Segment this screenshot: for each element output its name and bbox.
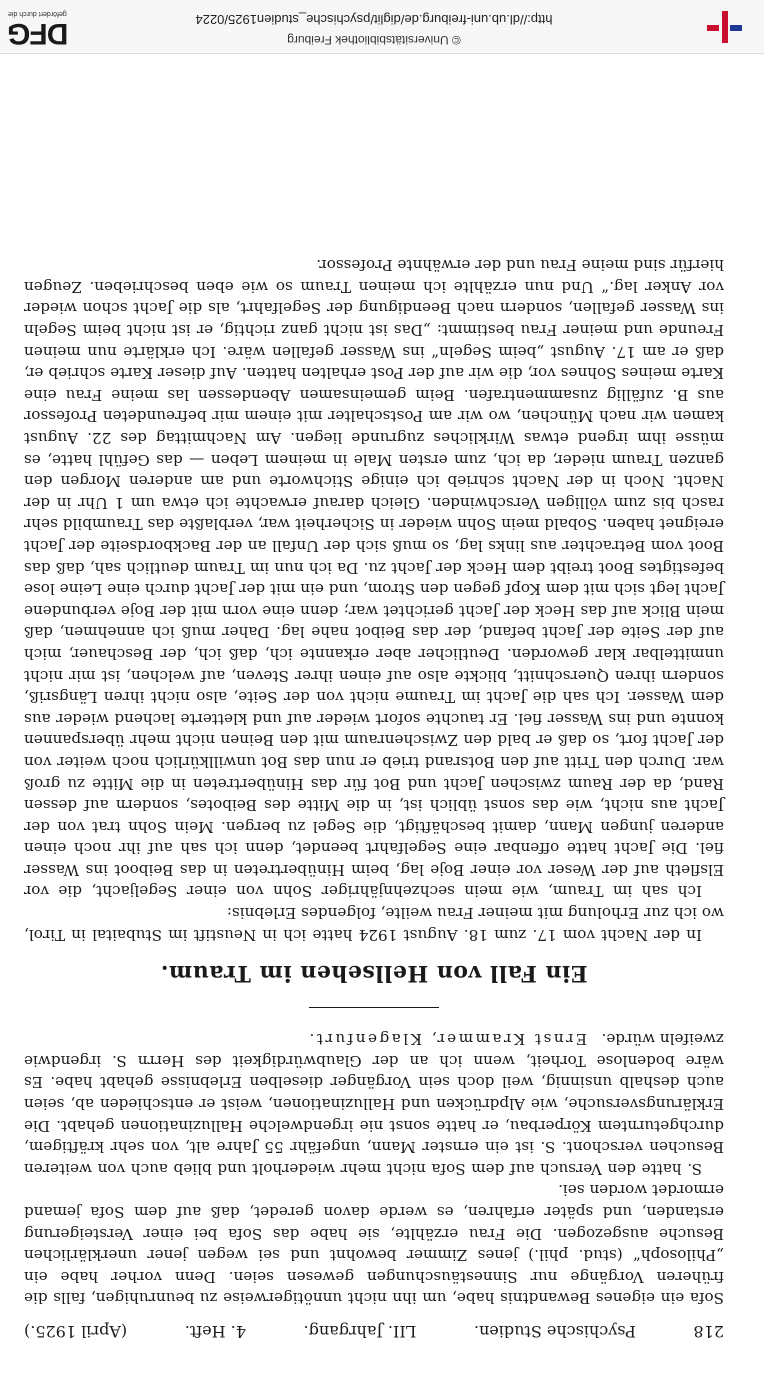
prev-article-paragraph-2-text: S. hatte den Versuch auf dem Sofa nicht mehr wiederholt und blieb auch von weiteren Besuchen verschont. S. ist ein ernster Mann, ungefähr 55 Jahre alt, von sehr kräftigem, durchgeturntem Körperbau, er hatte sonst nie irgendwelche Halluzinationen gehabt. Die Erklärungsversuche, wie Alpdrücken und Halluzinationen, weist er entschieden ab, seien auch deshalb unsinnig, weil doch sein Vorgänger dieselben Erlebnisse gehabt habe. Es wäre bodenlose Torheit, wenn ich an der Glaubwürdigkeit des Herrn S. irgendwie zweifeln würde.: [24, 1030, 724, 1178]
prev-article-paragraph-1: Sofa ein eigenes Bewandtnis habe, um ihn nicht unnötigerweise zu beunruhigen, falls die früheren Vorgänge nur Sinnestäuschungen gewesen seien. Denn vorher habe ein „Philosoph“ (stud. phil.) jenes Zimmer bewohnt und sei wegen jener unerklärlichen Besuche ausgezogen. Die Frau erzählte, sie habe das Sofa bei einer Versteigerung erstanden, und später erfahren, es werde davon geredet, daß auf dem Sofa jemand ermordet worden sei.: [24, 1181, 724, 1308]
journal-page: [24, 254, 724, 1342]
source-url-link[interactable]: http://dl.ub.uni-freiburg.de/diglit/psychische_studien1925/0224: [195, 12, 553, 27]
issue-label: 4. Heft.: [184, 1322, 246, 1341]
journal-name: Psychische Studien.: [473, 1322, 636, 1341]
dfg-logo-mark: DFG: [8, 17, 69, 50]
page-number: 218: [693, 1322, 724, 1341]
volume-label: LII. Jahrgang.: [303, 1322, 417, 1341]
dfg-tagline: gefördert durch die: [8, 10, 67, 17]
viewer-banner: [0, 0, 764, 54]
article-paragraph-2: Ich sah im Traum, wie mein sechzehnjähriger Sohn von einer Segeljacht, die vor Elsfleth auf der Weser vor einer Boje lag, beim Hinübertreten in das Beiboot ins Wasser fiel. Die Jacht hatte offenbar eine Segelfahrt beendet, denn ich sah auf ihr noch einen anderen jungen Mann, damit beschäftigt, die Segel zu bergen. Mein Sohn trat von der Jacht aus nicht, wie das sonst üblich ist, in die Mitte des Beibotes, sondern auf dessen Rand, da der Raum zwischen Jacht und Bot für das Hinübertreten in die Mitte zu groß war. Durch den Tritt auf den Botsrand trieb er nun das Bot unwillkürlich noch weiter von der Jacht fort, so daß er bald den Zwischenraum mit den Beinen nicht mehr überspannen konnte und ins Wasser fiel. Er tauchte sofort wieder auf und kletterte lachend wieder aus dem Wasser. Ich sah die Jacht im Traume nicht von der Seite, also nicht ihren Längsriß, sondern ihren Querschnitt, blickte also auf einen ihrer Steven, auf welchen, ist mir nicht unmittelbar klar geworden. Deutlicher aber erkannte ich, daß ich, der Beschauer, mich auf der Seite der Jacht befand, der das Beibot nahe lag. Daher muß ich annehmen, daß mein Blick auf das Heck der Jacht gerichtet war; denn eine vorn mit der Boje verbundene Jacht legt sich mit dem Kopf gegen den Strom, und ein mit der Jacht durch eine Leine lose befestigtes Boot treibt dem Heck der Jacht zu. Da ich nun im Traum deutlich sah, daß das Boot vom Betrachter aus links lag, so muß sich der Unfall an der Backbordseite der Jacht ereignet haben. Sobald mein Sohn wieder in Sicherheit war, verblaßte das Traumbild sehr rasch bis zum völligen Verschwinden. Gleich darauf erwachte ich etwa um 1 Uhr in der Nacht. Noch in der Nacht schrieb ich einige Stichworte und am anderen Morgen den ganzen Traum nieder, da ich, zum ersten Male in meinem Leben — das Gefühl hatte, es müsse ihm irgend etwas Wirkliches zugrunde liegen. Am Nachmittag des 22. August kamen wir nach München, wo wir am Postschalter mit einem mir befreundeten Professor aus B. zufällig zusammentrafen. Beim gemeinsamen Abendessen las meine Frau eine Karte meines Sohnes vor, die wir auf der Post erhalten hatten. Auf dieser Karte schrieb er, daß er am 17. August „beim Segeln“ ins Wasser gefallen wäre. Ich erklärte nun meinen Freunde und meiner Frau bestimmt: „Das ist nicht ganz richtig, er ist nicht beim Segeln ins Wasser gefallen, sondern nach Beendigung der Segelfahrt, als die Jacht schon wieder vor Anker lag.“ Und nun erzählte ich meinen Traum so wie eben beschrieben. Zeugen hierfür sind meine Frau und der erwähnte Professor.: [24, 256, 724, 901]
article-paragraph-1: In der Nacht vom 17. zum 18. August 1924 hatte ich in Neustift im Stubaital in Tirol, wo ich zur Erholung mit meiner Frau weilte, folgendes Erlebnis:: [24, 904, 724, 944]
issue-date: (April 1925.): [24, 1322, 128, 1341]
article-title: Ein Fall von Hellsehen im Traum.: [160, 959, 588, 986]
section-divider: [309, 1007, 439, 1008]
running-header: [24, 1320, 724, 1342]
ub-freiburg-logo-icon: [702, 7, 746, 45]
author-signature: Ernst Krammer, Klagenfurt.: [307, 1030, 587, 1049]
prev-article-paragraph-2: [24, 1028, 724, 1179]
dfg-logo-icon: [8, 3, 78, 49]
library-credit: © Universitätsbibliothek Freiburg: [287, 33, 461, 47]
